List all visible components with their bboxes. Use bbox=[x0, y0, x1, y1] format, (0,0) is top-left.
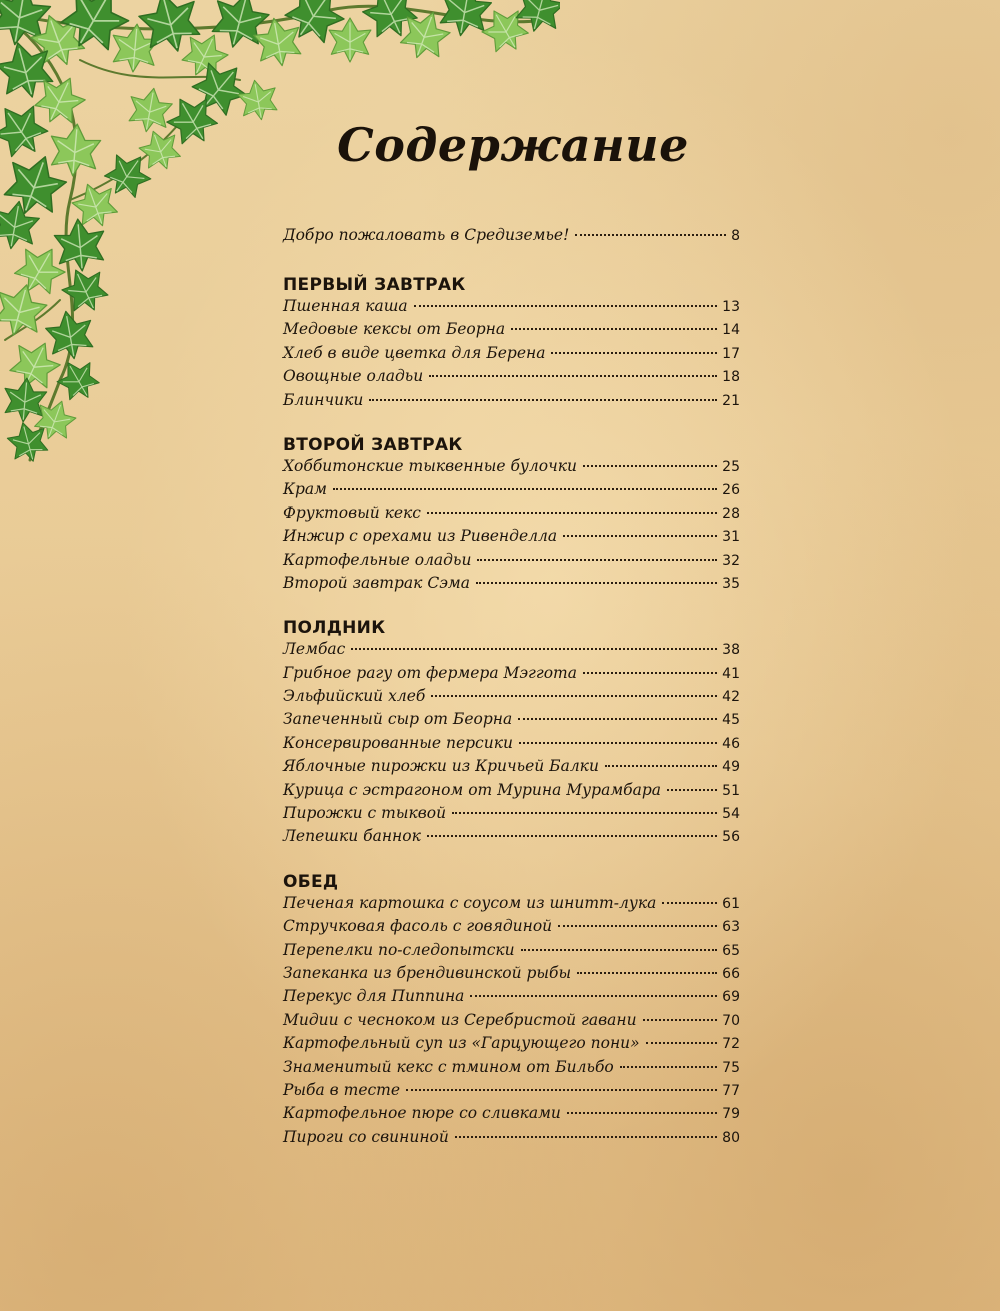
toc-entry-name: Пшенная каша bbox=[283, 297, 408, 315]
toc-entry-name: Второй завтрак Сэма bbox=[283, 573, 470, 592]
toc-entry-name: Перекус для Пиппина bbox=[283, 987, 465, 1006]
section-heading: ПОЛДНИК bbox=[283, 618, 386, 639]
toc-entry-page: 21 bbox=[722, 392, 740, 409]
toc-entry-page: 31 bbox=[722, 529, 740, 546]
dot-leader bbox=[583, 465, 717, 467]
ivy-leaf bbox=[329, 18, 371, 62]
toc-entry[interactable] bbox=[283, 827, 740, 850]
dot-leader bbox=[521, 949, 718, 951]
toc-entry-page: 72 bbox=[722, 1036, 740, 1053]
dot-leader bbox=[558, 925, 717, 927]
toc-entry[interactable] bbox=[283, 1128, 740, 1151]
toc-entry[interactable] bbox=[283, 367, 740, 390]
toc-entry-name: Эльфийский хлеб bbox=[283, 687, 426, 706]
toc-entry-name: Фруктовый кекс bbox=[283, 503, 421, 522]
toc-entry-name: Стручковая фасоль с говядиной bbox=[283, 917, 553, 936]
toc-entry[interactable] bbox=[283, 781, 740, 804]
dot-leader bbox=[643, 1019, 718, 1021]
dot-leader bbox=[369, 399, 717, 401]
toc-entry[interactable] bbox=[283, 941, 740, 964]
toc-entry-name: Печеная картошка с соусом из шнитт-лука bbox=[283, 893, 657, 912]
toc-entry-page: 17 bbox=[722, 345, 740, 362]
dot-leader bbox=[583, 672, 717, 674]
toc-entry-page: 46 bbox=[722, 735, 740, 752]
toc-entry[interactable] bbox=[283, 987, 740, 1010]
section-heading: ВТОРОЙ ЗАВТРАК bbox=[283, 434, 463, 455]
toc-entry-page: 66 bbox=[722, 965, 740, 982]
toc-entry-page: 61 bbox=[722, 895, 740, 912]
toc-entry[interactable] bbox=[283, 687, 740, 710]
toc-entry-name: Хоббитонские тыквенные булочки bbox=[283, 456, 577, 475]
toc-entry[interactable] bbox=[283, 1034, 740, 1057]
toc-entry-name: Яблочные пирожки из Кричьей Балки bbox=[283, 757, 599, 776]
toc-entry[interactable] bbox=[283, 1081, 740, 1104]
toc-entry-page: 38 bbox=[722, 642, 740, 659]
toc-entry-name: Блинчики bbox=[283, 390, 364, 409]
dot-leader bbox=[351, 648, 717, 650]
toc-entry[interactable] bbox=[283, 457, 740, 480]
ivy-leaf bbox=[0, 197, 42, 252]
toc-entry-name: Лембас bbox=[283, 640, 346, 659]
toc-entry-page: 41 bbox=[722, 665, 740, 682]
table-of-contents bbox=[283, 226, 740, 1151]
toc-entry-page: 80 bbox=[722, 1129, 740, 1146]
dot-leader bbox=[646, 1042, 718, 1044]
toc-entry[interactable] bbox=[283, 551, 740, 574]
toc-entry-page: 70 bbox=[722, 1012, 740, 1029]
toc-entry-page: 63 bbox=[722, 919, 740, 936]
toc-entry[interactable] bbox=[283, 804, 740, 827]
toc-entry-page: 75 bbox=[722, 1059, 740, 1076]
ivy-leaf bbox=[53, 217, 107, 273]
toc-entry[interactable] bbox=[283, 734, 740, 757]
toc-entry-name: Лепешки баннок bbox=[283, 827, 421, 846]
toc-entry[interactable] bbox=[283, 1104, 740, 1127]
toc-entry[interactable] bbox=[283, 391, 740, 414]
dot-leader bbox=[414, 305, 718, 307]
ivy-leaf bbox=[57, 261, 113, 319]
dot-leader bbox=[518, 718, 717, 720]
toc-entry-page: 26 bbox=[722, 482, 740, 499]
toc-entry-page: 51 bbox=[722, 782, 740, 799]
toc-entry-name: Запеканка из брендивинской рыбы bbox=[283, 963, 572, 982]
toc-entry-name: Рыба в тесте bbox=[283, 1080, 401, 1099]
toc-entry-name: Крам bbox=[283, 480, 328, 499]
dot-leader bbox=[333, 488, 717, 490]
toc-entry[interactable] bbox=[283, 480, 740, 503]
toc-entry-page: 49 bbox=[722, 759, 740, 776]
ivy-leaf bbox=[8, 238, 71, 302]
toc-entry[interactable] bbox=[283, 527, 740, 550]
toc-entry-name: Знаменитый кекс с тмином от Бильбо bbox=[283, 1057, 614, 1076]
toc-entry-name: Запеченный сыр от Беорна bbox=[283, 710, 513, 729]
toc-entry[interactable] bbox=[283, 1011, 740, 1034]
toc-entry-name: Картофельный суп из «Гарцующего пони» bbox=[283, 1034, 640, 1053]
dot-leader bbox=[563, 535, 717, 537]
dot-leader bbox=[567, 1112, 717, 1114]
toc-entry-page: 79 bbox=[722, 1106, 740, 1123]
dot-leader bbox=[406, 1089, 717, 1091]
toc-entry-page: 14 bbox=[722, 322, 740, 339]
dot-leader bbox=[577, 972, 717, 974]
toc-entry-page: 45 bbox=[722, 712, 740, 729]
toc-entry-name: Овощные оладьи bbox=[283, 367, 424, 386]
dot-leader bbox=[470, 995, 717, 997]
toc-entry-name: Перепелки по-следопытски bbox=[283, 940, 515, 959]
toc-entry-page: 28 bbox=[722, 505, 740, 522]
toc-entry-name: Грибное рагу от фермера Мэггота bbox=[283, 663, 577, 682]
dot-leader bbox=[427, 835, 717, 837]
page-title: Содержание bbox=[337, 118, 689, 172]
toc-entry-name: Хлеб в виде цветка для Берена bbox=[283, 343, 546, 362]
toc-entry[interactable] bbox=[283, 320, 740, 343]
toc-entry[interactable] bbox=[283, 894, 740, 917]
toc-entry-name: Пирожки с тыквой bbox=[283, 804, 447, 823]
dot-leader bbox=[455, 1136, 717, 1138]
toc-entry-page: 18 bbox=[722, 369, 740, 386]
toc-entry-page: 65 bbox=[722, 942, 740, 959]
toc-entry-page: 32 bbox=[722, 552, 740, 569]
toc-entry[interactable] bbox=[283, 917, 740, 940]
toc-entry[interactable] bbox=[283, 640, 740, 663]
toc-entry-page: 42 bbox=[722, 689, 740, 706]
ivy-leaf bbox=[236, 77, 280, 123]
toc-entry[interactable] bbox=[283, 297, 740, 320]
dot-leader bbox=[477, 559, 717, 561]
toc-entry-name: Мидии с чесноком из Серебристой гавани bbox=[283, 1010, 637, 1029]
toc-entry-name: Картофельное пюре со сливками bbox=[283, 1104, 561, 1123]
toc-entry-welcome[interactable] bbox=[283, 226, 740, 254]
dot-leader bbox=[519, 742, 717, 744]
dot-leader bbox=[476, 582, 717, 584]
toc-entry-page: 35 bbox=[722, 575, 740, 592]
toc-entry-name: Инжир с орехами из Ривенделла bbox=[283, 527, 558, 546]
dot-leader bbox=[605, 765, 717, 767]
toc-entry-page: 56 bbox=[722, 829, 740, 846]
dot-leader bbox=[427, 512, 717, 514]
dot-leader bbox=[620, 1066, 717, 1068]
toc-entry-page: 8 bbox=[731, 228, 740, 244]
toc-entry[interactable] bbox=[283, 757, 740, 780]
toc-entry-page: 69 bbox=[722, 989, 740, 1006]
toc-entry-name: Картофельные оладьи bbox=[283, 550, 472, 569]
toc-entry-page: 13 bbox=[722, 299, 740, 315]
dot-leader bbox=[575, 234, 726, 236]
toc-entry-name: Пироги со свининой bbox=[283, 1127, 449, 1146]
toc-entry-name: Медовые кексы от Беорна bbox=[283, 320, 506, 339]
toc-entry-name: Добро пожаловать в Средиземье! bbox=[283, 226, 570, 244]
toc-entry[interactable] bbox=[283, 504, 740, 527]
toc-entry[interactable] bbox=[283, 1058, 740, 1081]
toc-entry[interactable] bbox=[283, 710, 740, 733]
dot-leader bbox=[431, 695, 717, 697]
toc-entry-name: Курица с эстрагоном от Мурина Мурамбара bbox=[283, 780, 662, 799]
dot-leader bbox=[667, 789, 717, 791]
ivy-leaf bbox=[0, 278, 51, 341]
section-heading: ОБЕД bbox=[283, 871, 339, 892]
dot-leader bbox=[511, 328, 717, 330]
toc-entry-name: Консервированные персики bbox=[283, 733, 513, 752]
toc-entry[interactable] bbox=[283, 574, 740, 597]
dot-leader bbox=[551, 352, 717, 354]
toc-entry-page: 77 bbox=[722, 1082, 740, 1099]
section-heading: ПЕРВЫЙ ЗАВТРАК bbox=[283, 275, 466, 295]
toc-entry[interactable] bbox=[283, 344, 740, 367]
toc-entry[interactable] bbox=[283, 964, 740, 987]
toc-entry-page: 54 bbox=[722, 806, 740, 823]
toc-entry[interactable] bbox=[283, 664, 740, 687]
dot-leader bbox=[662, 902, 717, 904]
toc-entry-page: 25 bbox=[722, 458, 740, 475]
dot-leader bbox=[429, 375, 717, 377]
dot-leader bbox=[452, 812, 717, 814]
